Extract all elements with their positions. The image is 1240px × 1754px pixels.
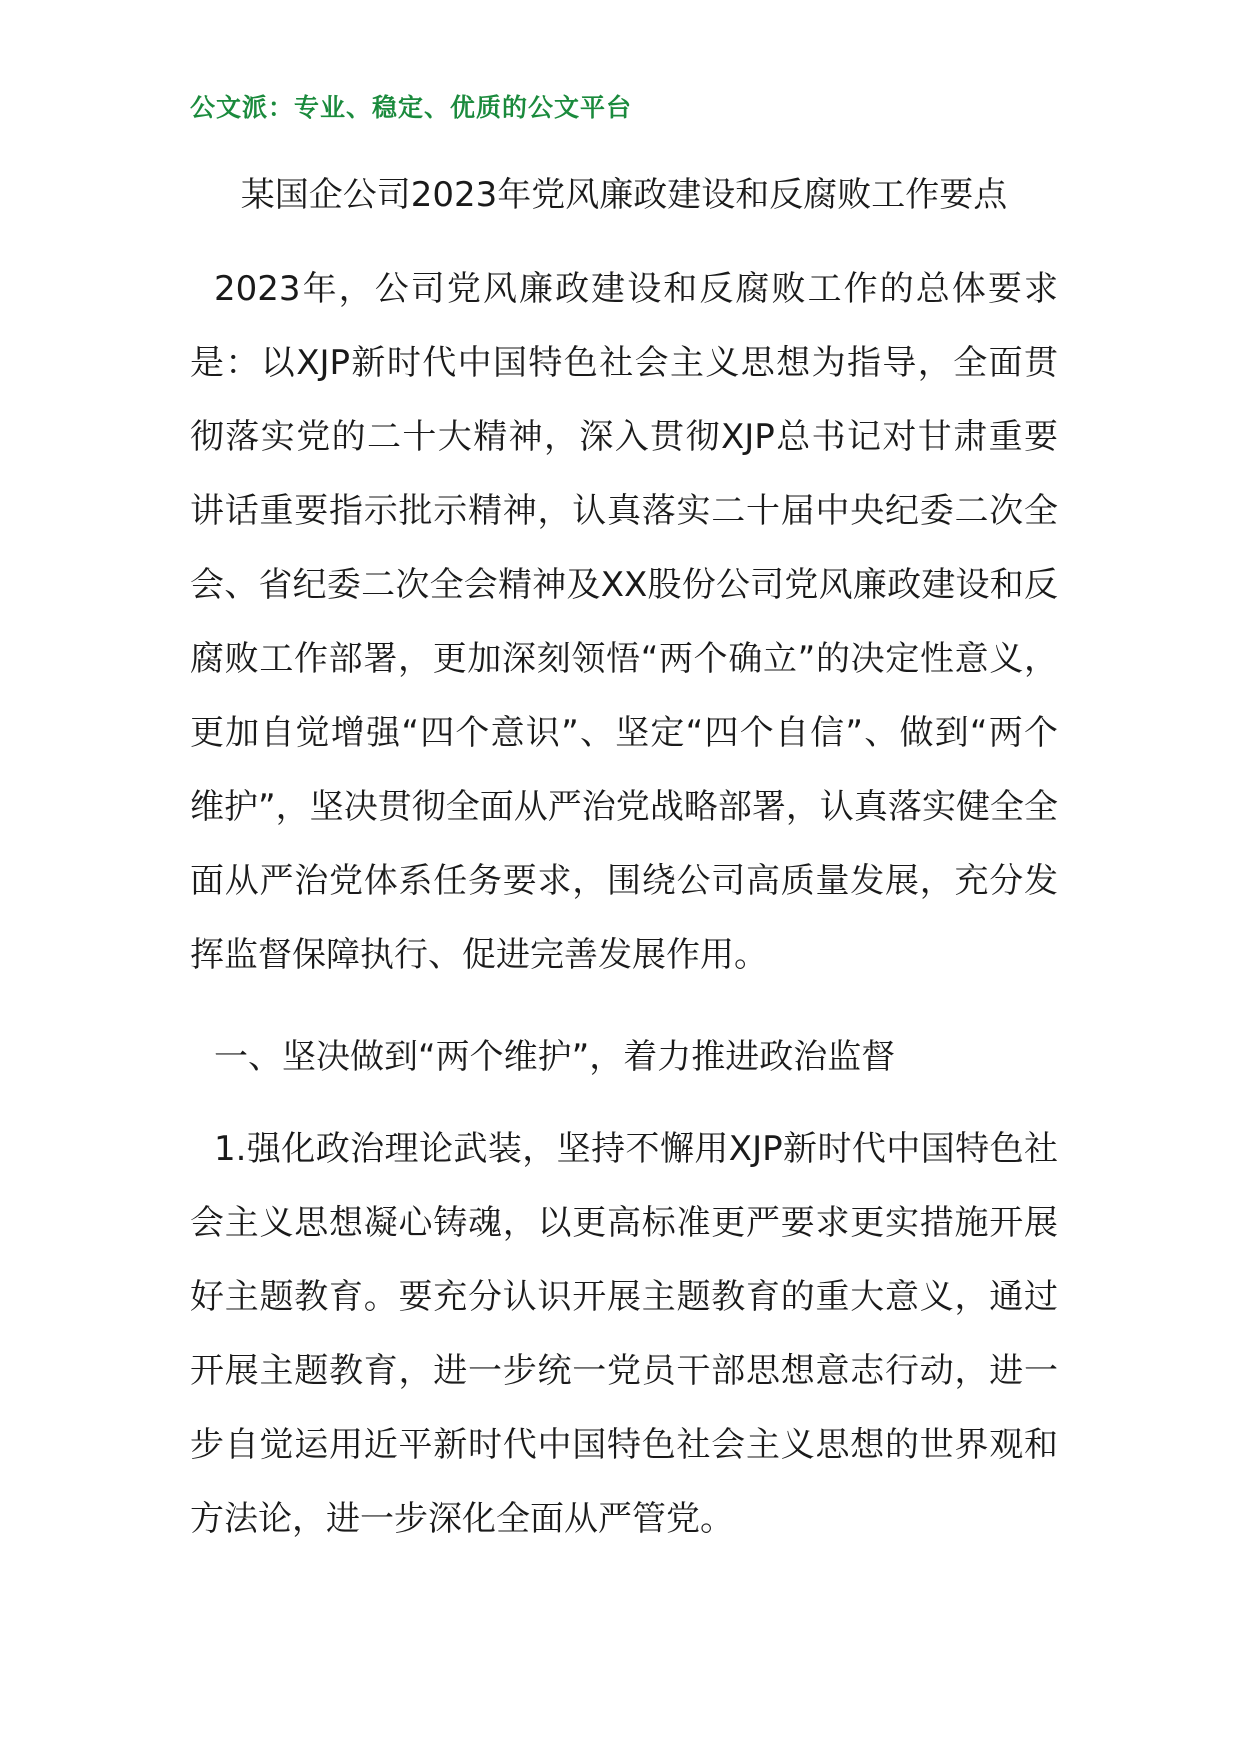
document-title: 某国企公司2023年党风廉政建设和反腐败工作要点 <box>240 175 1008 215</box>
site-header: 公文派：专业、稳定、优质的公文平台 <box>190 93 633 122</box>
section-heading: 一、坚决做到“两个维护”，着力推进政治监督 <box>214 1037 896 1077</box>
item-paragraph: 1.强化政治理论武装，坚持不懈用XJP新时代中国特色社会主义思想凝心铸魂，以更高标准更严要求更实措施开展好主题教育。要充分认识开展主题教育的重大意义，通过开展主题教育，进一步统一党员干部思想意志行动，进一步自觉运用近平新时代中国特色社会主义思想的世界观和方法论，进一步深化全面从严管党。 <box>190 1129 1058 1539</box>
intro-paragraph: 2023年，公司党风廉政建设和反腐败工作的总体要求是：以XJP新时代中国特色社会主义思想为指导，全面贯彻落实党的二十大精神，深入贯彻XJP总书记对甘肃重要讲话重要指示批示精神，认真落实二十届中央纪委二次全会、省纪委二次全会精神及XX股份公司党风廉政建设和反腐败工作部署，更加深刻领悟“两个确立”的决定性意义，更加自觉增强“四个意识”、坚定“四个自信”、做到“两个维护”，坚决贯彻全面从严治党战略部署，认真落实健全全面从严治党体系任务要求，围绕公司高质量发展，充分发挥监督保障执行、促进完善发展作用。 <box>190 269 1058 975</box>
